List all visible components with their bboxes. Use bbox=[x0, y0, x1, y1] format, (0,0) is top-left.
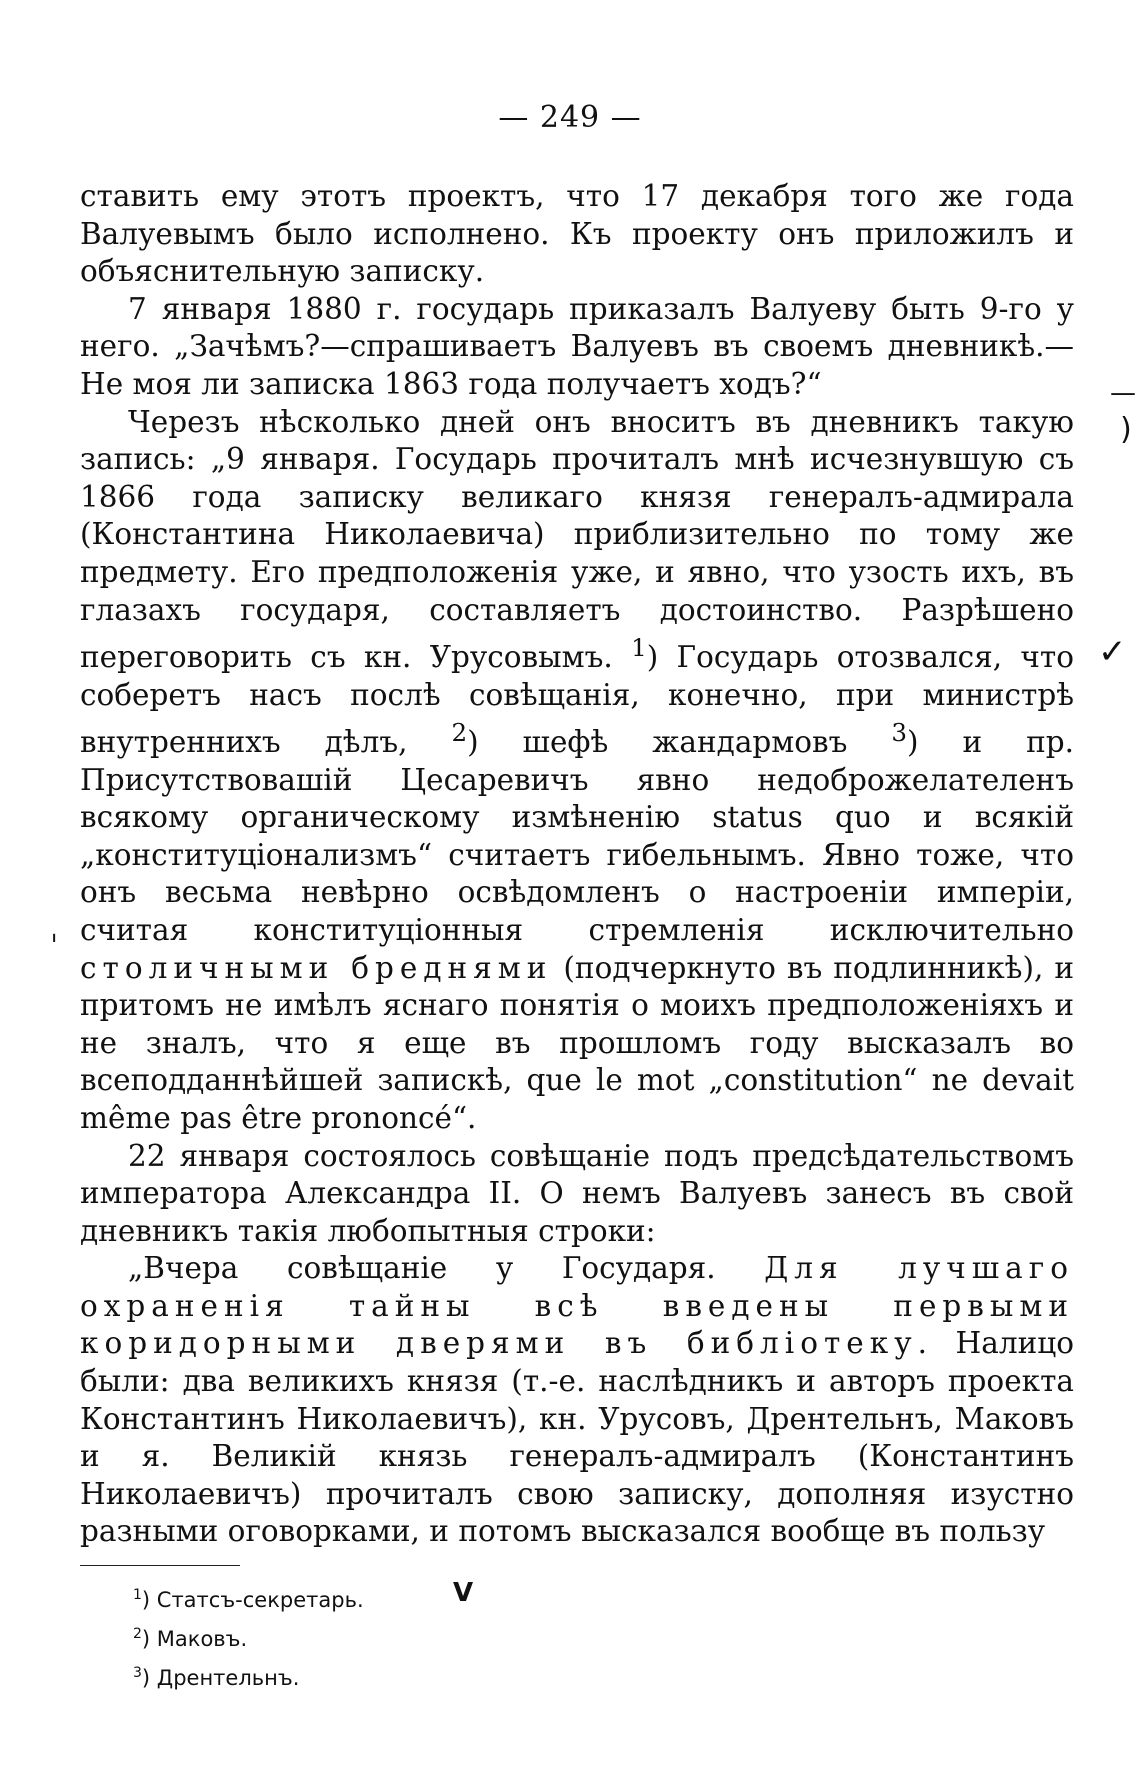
text-segment: ) и пр. Присутствовашій Цесаревичъ явно недоброжелателенъ всякому органическому измѣненію status quo и всякій „конституціонализмъ“ считаетъ гибельнымъ. Явно тоже, что онъ весьма невѣрно освѣдомленъ о настроеніи имперіи, считая конституціонныя стремленія исключительно bbox=[80, 724, 1074, 947]
footnote bbox=[133, 1617, 364, 1656]
margin-bracket-mark: ( bbox=[1120, 412, 1132, 447]
text-segment: „Вчера совѣщаніе у Государя. bbox=[128, 1251, 765, 1286]
footnote-marker: 1 bbox=[133, 1587, 142, 1603]
footnote-ref: 2 bbox=[451, 718, 468, 748]
text-segment: ) Государь отозвался, что соберетъ насъ послѣ совѣщанія, конечно, при министрѣ внутреннихъ дѣлъ, bbox=[80, 639, 1075, 759]
body-text bbox=[80, 178, 1074, 1551]
text-segment: ставить ему этотъ проектъ, что 17 декабря того же года Валуевымъ было исполнено. Къ проекту онъ приложилъ и объяснительную записку. bbox=[80, 179, 1074, 289]
footnote-marker: 2 bbox=[133, 1626, 142, 1642]
text-segment: (подчеркнуто въ подлинникѣ), и притомъ не имѣлъ яснаго понятія о моихъ предположеніяхъ и не зналъ, что я еще въ прошломъ году высказалъ во всеподданнѣйшей запискѣ, que le mot „constitution“ ne devait même pas être prononcé“. bbox=[80, 950, 1074, 1135]
footnote-ref: 1 bbox=[631, 633, 647, 663]
margin-dash-mark: — bbox=[1110, 378, 1136, 408]
footnote-text: ) Статсъ-секретарь. bbox=[141, 1588, 364, 1612]
page-number: — 249 — bbox=[498, 100, 642, 135]
paragraph bbox=[80, 178, 1074, 291]
paragraph bbox=[80, 1138, 1074, 1251]
margin-check-mark: ✓ bbox=[1098, 632, 1127, 672]
margin-small-mark: ˈ bbox=[50, 930, 59, 965]
text-segment: . Налицо были: два великихъ князя (т.-е. наслѣдникъ и авторъ проекта Константинъ Николаевичъ), кн. Урусовъ, Дрентельнъ, Маковъ и я. Великій князь генералъ-адмиралъ (Константинъ Николаевичъ) прочиталъ свою записку, дополняя изустно разными оговорками, и потомъ высказался вообще въ пользу bbox=[80, 1326, 1075, 1549]
paragraph bbox=[80, 1250, 1074, 1551]
footnote-text: ) Дрентельнъ. bbox=[141, 1666, 300, 1690]
footnote-check-mark: V bbox=[453, 1578, 474, 1608]
text-segment: 22 января состоялось совѣщаніе подъ предсѣдательствомъ императора Александра II. О немъ Валуевъ занесъ въ свой дневникъ такія любопытныя строки: bbox=[80, 1138, 1074, 1248]
footnote-marker: 3 bbox=[133, 1665, 142, 1681]
text-segment: 7 января 1880 г. государь приказалъ Валуеву быть 9-го у него. „Зачѣмъ?—спрашиваетъ Валуевъ въ своемъ дневникѣ.—Не моя ли записка 1863 года получаетъ ходъ?“ bbox=[80, 291, 1074, 401]
spaced-text: столичными бреднями bbox=[80, 950, 553, 985]
spaced-text: Для лучшаго охраненія тайны всѣ введены первыми коридорными дверями въ библіотеку bbox=[80, 1251, 1074, 1361]
text-segment: Черезъ нѣсколько дней онъ вноситъ въ дневникъ такую запись: „9 января. Государь прочиталъ мнѣ исчезнувшую съ 1866 года записку великаго князя генералъ-адмирала (Константина Николаевича) приблизительно по тому же предмету. Его предположенія уже, и явно, что узость ихъ, въ глазахъ государя, составляетъ достоинство. Разрѣшено переговорить съ кн. Урусовымъ. bbox=[80, 404, 1074, 674]
footnote-text: ) Маковъ. bbox=[141, 1627, 248, 1651]
text-segment: ) шефѣ жандармовъ bbox=[467, 724, 892, 759]
footnote-ref: 3 bbox=[891, 718, 907, 748]
paragraph bbox=[80, 291, 1074, 404]
footnotes bbox=[133, 1578, 364, 1695]
footnote-rule bbox=[80, 1565, 240, 1566]
footnote bbox=[133, 1578, 364, 1617]
footnote bbox=[133, 1656, 364, 1695]
paragraph bbox=[80, 404, 1074, 1138]
